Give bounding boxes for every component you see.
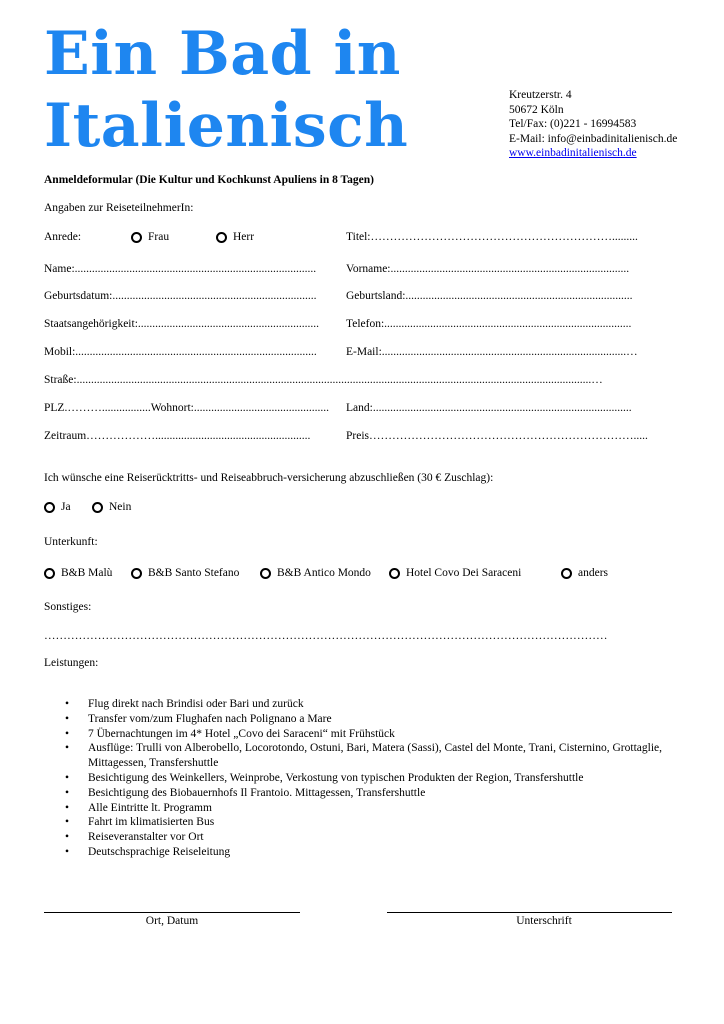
- address-city: 50672 Köln: [509, 103, 564, 116]
- bullet-icon: •: [65, 801, 70, 814]
- list-item: • Deutschsprachige Reiseleitung: [65, 845, 231, 858]
- insurance-no-option[interactable]: [92, 500, 131, 515]
- anrede-herr-option[interactable]: [216, 230, 254, 245]
- unterkunft-option-label: B&B Santo Stefano: [148, 567, 240, 579]
- insurance-yes-option[interactable]: [44, 500, 71, 515]
- titel-field[interactable]: Titel:……………………………………………………….........: [346, 231, 638, 243]
- geburtsdatum-field[interactable]: Geburtsdatum:.......................................................................: [44, 290, 317, 302]
- radio-circle-icon: [44, 502, 55, 513]
- mobil-field[interactable]: Mobil:....................................................................................: [44, 346, 317, 358]
- list-item: • Besichtigung des Weinkellers, Weinprobe, Verkostung von typischen Produkten der Region, Transfershuttle: [65, 771, 584, 784]
- participant-heading: Angaben zur ReiseteilnehmerIn:: [44, 202, 194, 214]
- address-phone: Tel/Fax: (0)221 - 16994583: [509, 118, 637, 130]
- brand-title: Ein Bad in Italienisch: [44, 19, 409, 161]
- signature-label: Unterschrift: [516, 915, 572, 927]
- unterkunft-option-anders[interactable]: [561, 566, 608, 581]
- leistungen-list: [44, 697, 684, 860]
- bullet-icon: •: [65, 727, 70, 740]
- list-item: • Besichtigung des Biobauernhofs Il Frantoio. Mittagessen, Transfershuttle: [65, 786, 426, 799]
- form-title: Anmeldeformular (Die Kultur und Kochkunst Apuliens in 8 Tagen): [44, 174, 374, 186]
- bullet-icon: •: [65, 712, 70, 725]
- anrede-frau-option[interactable]: [131, 230, 169, 245]
- email-field[interactable]: E-Mail:.....................................................................................…: [346, 346, 638, 358]
- address-block: [509, 88, 677, 161]
- bullet-icon: •: [65, 845, 70, 858]
- unterkunft-option-antico-mondo[interactable]: [260, 566, 371, 581]
- anrede-label: Anrede:: [44, 231, 82, 243]
- list-item: • 7 Übernachtungen im 4* Hotel „Covo dei Saraceni“ mit Frühstück: [65, 727, 395, 740]
- signature-line[interactable]: [387, 912, 672, 913]
- bullet-icon: •: [65, 698, 70, 710]
- radio-circle-icon: [44, 568, 55, 579]
- anrede-herr-label: Herr: [233, 231, 255, 243]
- plz-wohnort-field[interactable]: PLZ.……….................Wohnort:...............................................: [44, 402, 329, 414]
- website-link[interactable]: www.einbadinitalienisch.de: [509, 147, 637, 159]
- list-item: • Reiseveranstalter vor Ort: [65, 831, 204, 844]
- bullet-icon: •: [65, 816, 70, 829]
- zeitraum-field[interactable]: Zeitraum………………......................................................: [44, 430, 311, 442]
- leistungen-label: Leistungen:: [44, 657, 99, 669]
- address-street: Kreutzerstr. 4: [509, 89, 572, 101]
- unterkunft-label: Unterkunft:: [44, 536, 98, 548]
- unterkunft-option-label: anders: [578, 567, 609, 579]
- list-item: • Alle Eintritte lt. Programm: [65, 801, 212, 814]
- list-item: • Transfer vom/zum Flughafen nach Polignano a Mare: [65, 712, 332, 725]
- radio-circle-icon: [131, 232, 142, 243]
- list-item: • Fahrt im klimatisierten Bus: [65, 816, 215, 829]
- list-item: • Flug direkt nach Brindisi oder Bari und zurück: [65, 698, 304, 710]
- vorname-field[interactable]: Vorname:...................................................................................: [346, 263, 630, 275]
- bullet-icon: •: [65, 742, 70, 755]
- unterkunft-option-santo-stefano[interactable]: [131, 566, 239, 581]
- name-field[interactable]: Name:....................................................................................: [44, 263, 317, 275]
- insurance-yes-label: Ja: [61, 501, 71, 513]
- place-date-line[interactable]: [44, 912, 300, 913]
- sonstiges-label: Sonstiges:: [44, 601, 92, 613]
- unterkunft-option-label: Hotel Covo Dei Saraceni: [406, 567, 522, 579]
- address-email: E-Mail: info@einbadinitalienisch.de: [509, 132, 678, 145]
- list-item: • Ausflüge: Trulli von Alberobello, Locorotondo, Ostuni, Bari, Matera (Sassi), Castel del Monte, Trani, Cisternino, Grottaglie, Mittagessen, Transfershuttle: [65, 742, 662, 770]
- radio-circle-icon: [131, 568, 142, 579]
- radio-circle-icon: [216, 232, 227, 243]
- insurance-question: Ich wünsche eine Reiserücktritts- und Reiseabbruch-versicherung abzuschließen (30 € Zuschlag):: [44, 472, 494, 484]
- land-field[interactable]: Land:..........................................................................................: [346, 402, 632, 414]
- insurance-no-label: Nein: [109, 501, 132, 513]
- unterkunft-option-covo-dei-saraceni[interactable]: [389, 566, 521, 581]
- radio-circle-icon: [92, 502, 103, 513]
- radio-circle-icon: [260, 568, 271, 579]
- bullet-icon: •: [65, 771, 70, 784]
- preis-field[interactable]: Preis…………………………………………………………….....: [346, 430, 648, 442]
- geburtsland-field[interactable]: Geburtsland:...............................................................................: [346, 290, 633, 302]
- bullet-icon: •: [65, 831, 70, 844]
- radio-circle-icon: [389, 568, 400, 579]
- telefon-field[interactable]: Telefon:......................................................................................: [346, 318, 632, 330]
- unterkunft-option-label: B&B Malù: [61, 567, 113, 579]
- bullet-icon: •: [65, 786, 70, 799]
- unterkunft-option-label: B&B Antico Mondo: [277, 567, 371, 579]
- strasse-field[interactable]: Straße:...................................................................................................................................................................................…: [44, 374, 603, 386]
- anrede-frau-label: Frau: [148, 231, 170, 243]
- sonstiges-field[interactable]: …………………………………………………………………………………………………………………………………: [44, 630, 608, 642]
- place-date-label: Ort, Datum: [145, 915, 199, 927]
- radio-circle-icon: [561, 568, 572, 579]
- staatsangehoerigkeit-field[interactable]: Staatsangehörigkeit:...............................................................: [44, 318, 320, 330]
- unterkunft-option-malu[interactable]: [44, 566, 112, 581]
